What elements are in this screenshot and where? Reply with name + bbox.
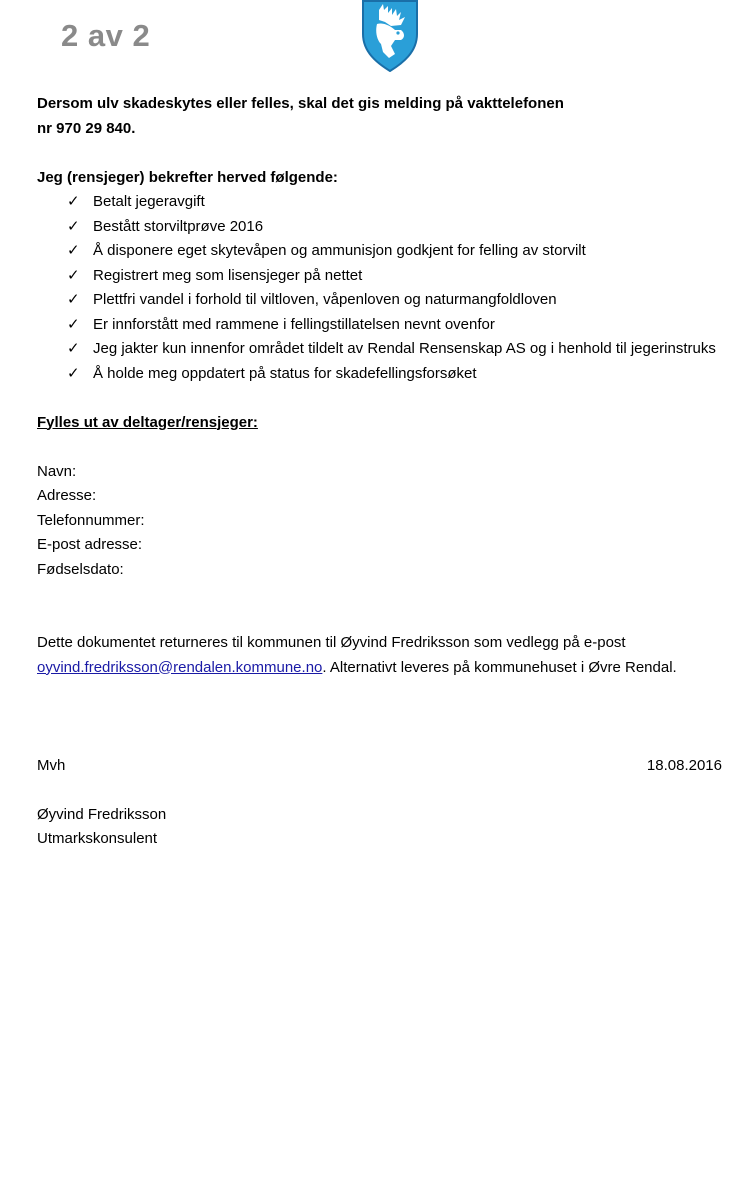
checkmark-icon: ✓	[67, 242, 80, 259]
list-item: ✓ Bestått storviltprøve 2016	[67, 215, 747, 240]
intro-line-2: nr 970 29 840.	[37, 119, 136, 137]
checkmark-icon: ✓	[67, 340, 80, 357]
page-indicator: 2 av 2	[61, 18, 151, 53]
return-note-line-1: Dette dokumentet returneres til kommunen til Øyvind Fredriksson som vedlegg på e-post	[37, 634, 626, 651]
field-label-name: Navn:	[37, 462, 77, 480]
return-note-line-2: oyvind.fredriksson@rendalen.kommune.no. Alternativt leveres på kommunehuset i Øvre Rendal.	[37, 658, 677, 676]
field-label-birthdate: Fødselsdato:	[37, 560, 124, 578]
checkmark-icon: ✓	[67, 217, 80, 235]
field-label-email: E-post adresse:	[37, 536, 143, 553]
intro-line-1: Dersom ulv skadeskytes eller felles, skal det gis melding på vakttelefonen	[37, 95, 564, 112]
list-item: ✓ Å holde meg oppdatert på status for skadefellingsforsøket	[67, 362, 747, 387]
list-item: ✓ Registrert meg som lisensjeger på nettet	[67, 264, 747, 289]
signoff-row	[37, 754, 722, 779]
field-label-address: Adresse:	[37, 487, 97, 504]
checkmark-icon: ✓	[67, 266, 80, 284]
list-item: ✓ Er innforstått med rammene i fellingstillatelsen nevnt ovenfor	[67, 313, 747, 338]
list-item: ✓ Å disponere eget skytevåpen og ammunisjon godkjent for felling av storvilt	[67, 239, 747, 264]
list-item: ✓ Plettfri vandel i forhold til viltloven, våpenloven og naturmangfoldloven	[67, 288, 747, 313]
form-heading: Fylles ut av deltager/rensjeger:	[37, 413, 258, 431]
checkmark-icon: ✓	[67, 193, 80, 210]
document-date: 18.08.2016	[646, 756, 722, 774]
list-item: ✓ Jeg jakter kun innenfor området tildelt av Rendal Rensenskap AS og i henhold til jegerinstruks	[67, 337, 747, 362]
confirmation-heading: Jeg (rensjeger) bekrefter herved følgende:	[37, 168, 338, 186]
signer-title: Utmarkskonsulent	[37, 830, 158, 847]
signer-name: Øyvind Fredriksson	[37, 805, 167, 823]
list-item: ✓ Betalt jegeravgift	[67, 190, 747, 215]
email-link[interactable]: oyvind.fredriksson@rendalen.kommune.no	[37, 658, 323, 676]
document-body	[37, 92, 747, 852]
field-label-phone: Telefonnummer:	[37, 511, 145, 529]
greeting: Mvh	[37, 756, 66, 774]
checkmark-icon: ✓	[67, 315, 80, 333]
checkmark-icon: ✓	[67, 364, 80, 382]
checkmark-icon: ✓	[67, 291, 80, 308]
municipal-crest-logo	[361, 0, 419, 72]
confirmation-list	[37, 190, 747, 386]
